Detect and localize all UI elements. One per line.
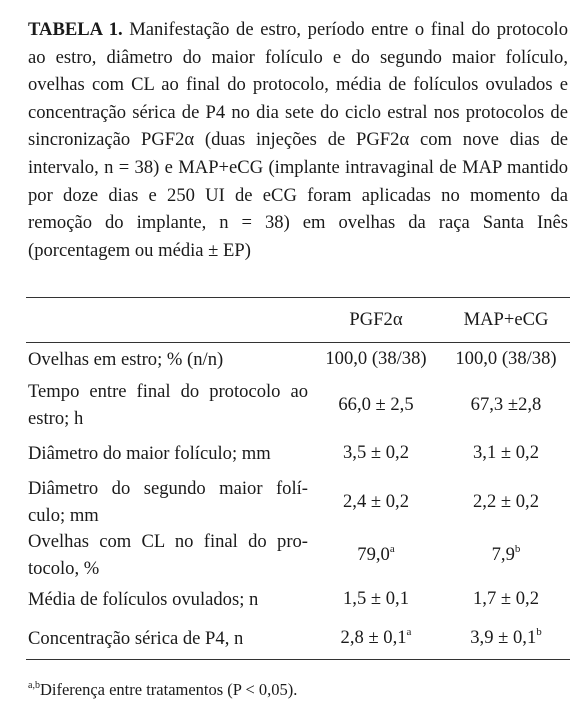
row-value-map-ecg: 3,9 ± 0,1$^b$ — [470, 625, 542, 648]
row-value-pgf2a: 66,0 ± 2,5 — [338, 394, 414, 415]
row-value-pgf2a: 100,0 (38/38) — [325, 348, 427, 369]
table-caption-text: Manifestação de estro, período entre o final do protocolo ao estro, diâmetro do maior folículo e do segundo maior folículo, ovelhas com CL ao final do protocolo, média de folículos ovulados e concentração sérica de P4 no dia sete do ciclo estral nos protocolos de sincronização PGF2α (duas injeções de PGF2α com nove dias de intervalo, n = 38) e MAP+eCG (implante intravaginal de MAP mantido por doze dias e 250 UI de eCG foram aplicadas no momento da remoção do implante, n = 38) em ovelhas da raça Santa Inês (porcentagem ou média ± EP) — [28, 19, 568, 261]
row-value-map-ecg: 1,7 ± 0,2 — [473, 588, 539, 609]
table-caption — [28, 16, 568, 264]
row-value-pgf2a: 79,0$^a$ — [357, 542, 395, 565]
table-bottom-rule — [26, 659, 570, 660]
row-label: Diâmetro do maior folículo; mm — [28, 443, 271, 464]
row-value-pgf2a: 1,5 ± 0,1 — [343, 588, 409, 609]
footnote-text: Diferença entre tratamentos (P < 0,05). — [39, 680, 298, 699]
row-value-map-ecg: 2,2 ± 0,2 — [473, 491, 539, 512]
row-label: Diâmetro do segundo maior folí-culo; mm — [28, 478, 308, 527]
column-header-map-ecg: MAP+eCG — [463, 309, 549, 330]
table-top-rule — [26, 297, 570, 298]
footnote-marker: a,b — [28, 679, 40, 691]
table-header-rule — [26, 342, 570, 343]
row-label: Concentração sérica de P4, n — [28, 628, 244, 649]
column-header-pgf2a: PGF2α — [349, 309, 403, 330]
row-value-pgf2a: 3,5 ± 0,2 — [343, 442, 409, 463]
row-label: Tempo entre final do protocolo ao estro; h — [28, 381, 308, 430]
row-value-map-ecg: 100,0 (38/38) — [455, 348, 557, 369]
row-label: Ovelhas em estro; % (n/n) — [28, 349, 224, 370]
table-footnote — [28, 680, 297, 700]
row-value-pgf2a: 2,8 ± 0,1$^a$ — [340, 625, 412, 648]
row-label: Ovelhas com CL no final do pro-tocolo, % — [28, 531, 308, 580]
row-value-map-ecg: 67,3 ±2,8 — [470, 394, 542, 415]
row-value-map-ecg: 3,1 ± 0,2 — [473, 442, 539, 463]
table-caption-label: TABELA 1. — [28, 19, 123, 40]
row-value-pgf2a: 2,4 ± 0,2 — [343, 491, 409, 512]
row-label: Média de folículos ovulados; n — [28, 589, 259, 610]
row-value-map-ecg: 7,9$^b$ — [491, 542, 521, 565]
